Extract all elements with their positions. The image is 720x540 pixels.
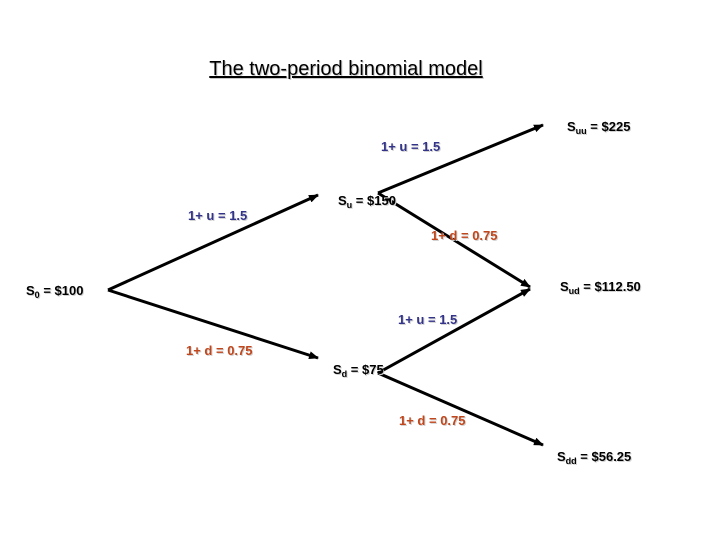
- edge-label-s0-su: 1+ u = 1.5: [188, 208, 248, 223]
- page-title: The two-period binomial model: [209, 58, 483, 80]
- edge-su-suu: [378, 125, 543, 193]
- edge-label-su-suu: 1+ u = 1.5: [381, 139, 441, 154]
- edge-label-sd-sud: 1+ u = 1.5: [398, 312, 458, 327]
- node-sud: $S_{ud}$ = $112.50: [560, 279, 641, 296]
- node-su: $S_u$ = $150: [338, 193, 396, 210]
- node-sd: $S_d$ = $75: [333, 362, 384, 379]
- edge-label-su-sud: 1+ d = 0.75: [431, 228, 498, 243]
- edge-sd-sud: [378, 289, 530, 373]
- node-suu: $S_{uu}$ = $225: [567, 119, 631, 136]
- node-sdd: $S_{dd}$ = $56.25: [557, 449, 632, 466]
- edge-sd-sdd: [378, 373, 543, 445]
- edge-label-s0-sd: 1+ d = 0.75: [186, 343, 253, 358]
- node-s0: $S_0$ = $100: [26, 283, 84, 300]
- edge-label-sd-sdd: 1+ d = 0.75: [399, 413, 466, 428]
